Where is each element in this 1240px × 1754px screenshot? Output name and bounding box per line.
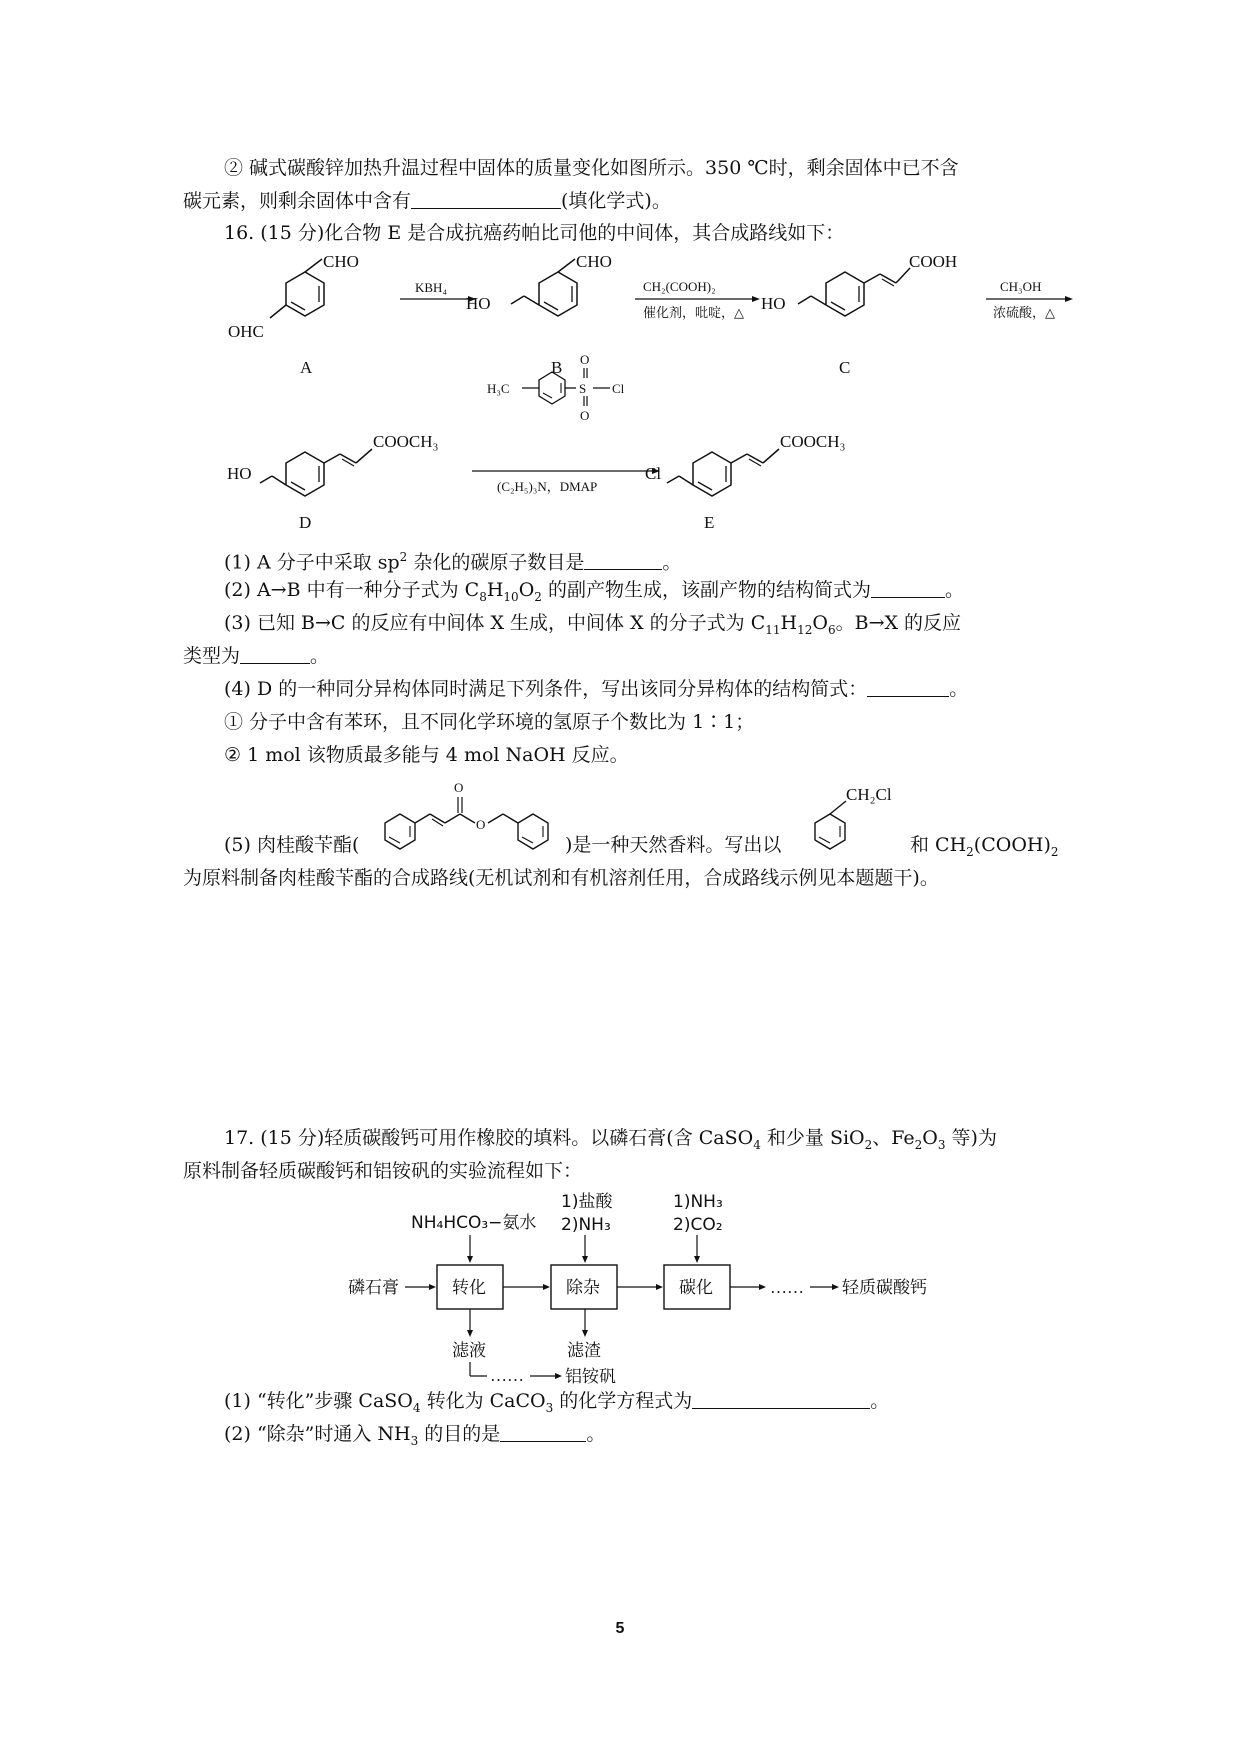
q16-question-4: (4) D 的一种同分异构体同时满足下列条件，写出该同分异构体的结构简式： 。 (224, 678, 969, 700)
compound-c (798, 268, 910, 316)
answer-blank[interactable] (500, 1423, 586, 1442)
answer-blank[interactable] (584, 551, 662, 570)
label-e: E (704, 513, 715, 532)
compound-b (511, 259, 577, 316)
box-impurity-removal-label: 除杂 (566, 1278, 600, 1298)
box-conversion-label: 转化 (452, 1278, 486, 1298)
q16-synthesis-scheme (0, 250, 1240, 550)
q16-question-5-b: )是一种天然香料。写出以 (565, 834, 782, 856)
cond-catalyst: 催化剂，吡啶，△ (643, 306, 744, 321)
reagent-nh3-2: 1)NH₃ (673, 1192, 723, 1212)
flow-dots-2: …… (490, 1366, 524, 1385)
q16-question-3: (3) 已知 B→C 的反应有中间体 X 生成，中间体 X 的分子式为 $C_{11}H_{12}O_6$。B→X 的反应 (224, 612, 962, 637)
c-cooh-label: COOH (909, 252, 958, 271)
e-cl-label: Cl (645, 464, 662, 483)
answer-blank[interactable] (240, 645, 310, 664)
q16-question-5-line2: 为原料制备肉桂酸苄酯的合成路线(无机试剂和有机溶剂任用，合成路线示例见本题题干)。 (183, 867, 939, 889)
q16-condition-2: ② 1 mol 该物质最多能与 4 mol NaOH 反应。 (224, 744, 629, 766)
label-c: C (839, 358, 851, 377)
cond-base: (C₂H₅)₃N，DMAP (497, 479, 598, 494)
reagent-nh4hco3: NH₄HCO₃−氨水 (411, 1213, 537, 1233)
label-d: D (299, 513, 312, 532)
compound-a (270, 259, 324, 318)
b-cho-label: CHO (576, 252, 612, 271)
flow-residue: 滤渣 (567, 1341, 601, 1361)
cond-h2so4: 浓硫酸，△ (993, 306, 1055, 321)
answer-blank[interactable] (692, 1390, 870, 1409)
flow-byproduct: 铝铵矾 (565, 1367, 616, 1385)
page-number: 5 (615, 1620, 625, 1637)
flow-start-phosphogypsum: 磷石膏 (348, 1278, 399, 1298)
flow-filtrate: 滤液 (452, 1341, 486, 1361)
compound-e (667, 449, 779, 496)
answer-blank[interactable] (411, 190, 561, 209)
reagent-kbh4: KBH₄ (415, 280, 447, 295)
reagent-o-top: O (580, 352, 590, 367)
a-ohc-label: OHC (228, 322, 264, 341)
reagent-cl: Cl (612, 381, 625, 396)
tosyl-chloride-reagent (522, 368, 610, 406)
ch2cl-label: CH₂Cl (846, 785, 892, 804)
reagent-h3c: H₃C (487, 381, 510, 396)
q17-question-2: (2) “除杂”时通入 $NH_3$ 的目的是 。 (224, 1423, 606, 1448)
ester-carbonyl-o: O (454, 780, 464, 795)
flow-product: 轻质碳酸钙 (842, 1278, 927, 1298)
q17-stem-line2: 原料制备轻质碳酸钙和铝铵矾的实验流程如下： (183, 1160, 583, 1182)
d-ho-label: HO (227, 464, 252, 483)
e-cooch3-label: COOCH₃ (780, 432, 846, 451)
b-ho-label: HO (466, 294, 491, 313)
reagent-malonic: CH₂(COOH)₂ (643, 279, 716, 294)
q17-stem: 17. (15 分)轻质碳酸钙可用作橡胶的填料。以磷石膏(含 CaSO$_4$ 和少量 SiO$_2$、$Fe_2O_3$ 等)为 (224, 1127, 997, 1152)
reagent-s: S (579, 381, 587, 396)
q16-question-2: (2) A→B 中有一种分子式为 $C_8H_{10}O_2$ 的副产物生成，该副产物的结构简式为 。 (224, 579, 964, 604)
reagent-ch3oh: CH₃OH (1000, 279, 1042, 294)
label-b: B (551, 358, 563, 377)
q15-part2-line1: ② 碱式碳酸锌加热升温过程中固体的质量变化如图所示。350 ℃时，剩余固体中已不含 (224, 157, 959, 179)
reagent-nh3-1: 2)NH₃ (561, 1215, 611, 1235)
q17-flowchart (0, 1185, 1240, 1385)
flow-dots-1: …… (770, 1278, 804, 1297)
q17-question-1: (1) “转化”步骤 CaSO$_4$ 转化为 CaCO$_3$ 的化学方程式为 。 (224, 1390, 890, 1415)
benzyl-chloride-structure (815, 801, 846, 849)
q15-part2-line2: 碳元素，则剩余固体中含有 (填化学式)。 (183, 190, 671, 212)
compound-d (260, 449, 372, 496)
q16-question-1: (1) A 分子中采取 $sp^2$ 杂化的碳原子数目是 。 (224, 550, 682, 574)
label-a: A (300, 358, 313, 377)
reagent-hcl: 1)盐酸 (561, 1192, 613, 1212)
q16-stem: 16. (15 分)化合物 E 是合成抗癌药帕比司他的中间体，其合成路线如下： (224, 222, 845, 244)
answer-blank[interactable] (867, 678, 949, 697)
benzyl-cinnamate-structure (385, 797, 548, 849)
ester-oxygen: O (476, 817, 486, 832)
c-ho-label: HO (761, 294, 786, 313)
box-carbonation-label: 碳化 (679, 1278, 713, 1298)
q16-question-5-a: (5) 肉桂酸苄酯( (224, 834, 360, 856)
q16-condition-1: ① 分子中含有苯环，且不同化学环境的氢原子个数比为 1∶1； (224, 711, 755, 733)
q16-question-3-line2: 类型为 。 (183, 645, 330, 667)
reagent-o-bottom: O (580, 408, 590, 423)
reagent-co2: 2)CO₂ (673, 1215, 723, 1235)
q16-question-5-c: 和 $CH_2(COOH)_2$ (910, 834, 1059, 859)
d-cooch3-label: COOCH₃ (373, 432, 439, 451)
a-cho-label: CHO (323, 252, 359, 271)
answer-blank[interactable] (871, 579, 945, 598)
